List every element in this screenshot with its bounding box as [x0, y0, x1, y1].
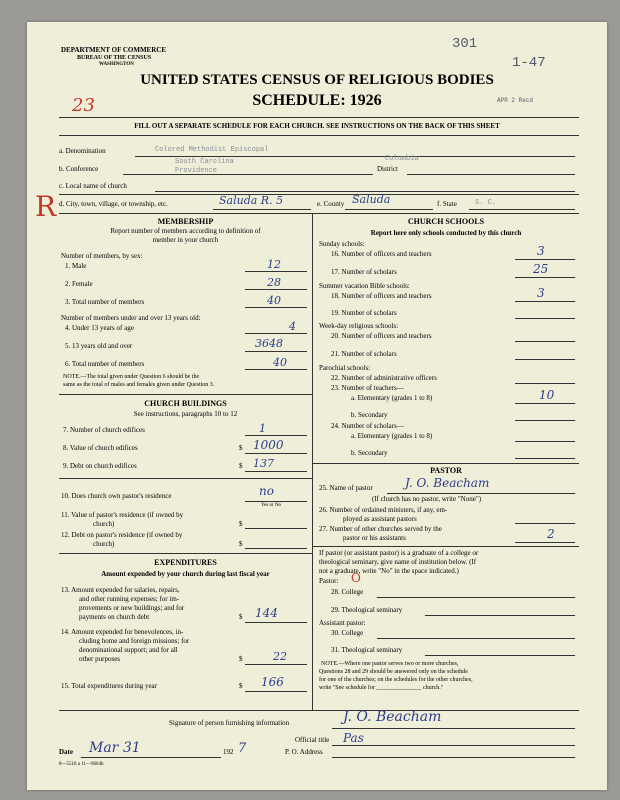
q28-label: 28. College — [331, 588, 364, 596]
signature-label: Signature of person furnishing information — [169, 719, 290, 727]
sunday-label: Sunday schools: — [319, 240, 365, 248]
q26-label: 26. Number of ordained ministers, if any, em- — [319, 506, 448, 514]
q6-value: 40 — [273, 356, 287, 369]
q13-field[interactable] — [245, 622, 307, 623]
q12-label: 12. Debt on pastor's residence (if owned by — [61, 531, 183, 539]
q31-field[interactable] — [425, 655, 575, 656]
q9-field[interactable] — [245, 471, 307, 472]
q6-field[interactable] — [245, 369, 307, 370]
q17-value: 25 — [533, 262, 549, 276]
q27-value: 2 — [547, 527, 555, 541]
q5-label: 5. 13 years old and over — [65, 342, 133, 350]
buildings-heading: CHURCH BUILDINGS — [144, 399, 227, 408]
county-label: e. County — [317, 200, 345, 208]
q14-dollar: $ — [239, 655, 243, 663]
expenditures-intro: Amount expended by your church during last fiscal year — [101, 570, 270, 578]
pastor-note-4: write "See schedule for _______________ church." — [319, 685, 444, 691]
q14-label: 14. Amount expended for benevolences, in- — [61, 628, 184, 636]
margin-mark: R — [35, 190, 57, 223]
official-title-label: Official title — [295, 736, 330, 744]
q14-label-3: denominational support; and for all — [79, 646, 178, 654]
q14-field[interactable] — [245, 664, 307, 665]
denomination-label: a. Denomination — [59, 147, 106, 155]
q7-value: 1 — [259, 422, 266, 435]
year-label: 192 — [223, 748, 234, 756]
official-title-value: Pas — [343, 731, 364, 745]
q16-field[interactable] — [515, 259, 575, 260]
q29-label: 29. Theological seminary — [331, 606, 403, 614]
q10-label: 10. Does church own pastor's residence — [61, 492, 172, 500]
q3-field[interactable] — [245, 307, 307, 308]
pastor-heading: PASTOR — [430, 466, 462, 475]
county-value: Saluda — [352, 193, 391, 206]
q26-label-2: ployed as assistant pastors — [343, 515, 417, 523]
county-field[interactable] — [345, 209, 433, 210]
q13-value: 144 — [255, 606, 278, 620]
city-field[interactable] — [213, 209, 311, 210]
q27-label: 27. Number of other churches served by the — [319, 525, 442, 533]
q28-field[interactable] — [377, 597, 575, 598]
membership-intro-1: Report number of members according to definition of — [110, 227, 261, 235]
date-received-stamp: APR 2 Recd — [497, 97, 534, 104]
q24-label: 24. Number of scholars— — [331, 422, 404, 430]
q11-dollar: $ — [239, 520, 243, 528]
q23-label: 23. Number of teachers— — [331, 384, 404, 392]
pastor-mark: O — [351, 571, 361, 585]
q15-field[interactable] — [245, 691, 307, 692]
q24b-label: b. Secondary — [351, 449, 388, 457]
form-subtitle: SCHEDULE: 1926 — [252, 92, 382, 109]
graduate-note-3: not a graduate, write "No" in the space indicated.) — [319, 567, 459, 575]
conference-field[interactable] — [123, 174, 373, 175]
q13-label-2: and other running expenses; for im- — [79, 595, 180, 603]
handwritten-number: 23 — [72, 95, 95, 116]
q24a-label: a. Elementary (grades 1 to 8) — [351, 432, 433, 440]
q1-field[interactable] — [245, 271, 307, 272]
q24a-field[interactable] — [515, 441, 575, 442]
state-field[interactable] — [469, 209, 575, 210]
graduate-note-2: theological seminary, give name of institution below. (If — [319, 558, 477, 566]
form-title: UNITED STATES CENSUS OF RELIGIOUS BODIES — [140, 72, 494, 88]
buildings-intro: See instructions, paragraphs 10 to 12 — [133, 410, 238, 418]
q4-label: 4. Under 13 years of age — [65, 324, 134, 332]
q15-label: 15. Total expenditures during year — [61, 682, 157, 690]
parochial-label: Parochial schools: — [319, 364, 371, 372]
vacation-label: Summer vacation Bible schools: — [319, 282, 410, 290]
q13-dollar: $ — [239, 613, 243, 621]
q27-field[interactable] — [515, 542, 575, 543]
q22-field[interactable] — [515, 383, 575, 384]
q4-field[interactable] — [245, 333, 307, 334]
q8-label: 8. Value of church edifices — [63, 444, 138, 452]
stamp-number: 301 — [452, 36, 478, 52]
q15-value: 166 — [261, 675, 284, 689]
district-field[interactable] — [407, 174, 575, 175]
date-field[interactable] — [81, 757, 221, 758]
q9-label: 9. Debt on church edifices — [63, 462, 137, 470]
q20-field[interactable] — [515, 341, 575, 342]
membership-intro-2: member in your church — [152, 236, 219, 244]
q16-label: 16. Number of officers and teachers — [331, 250, 432, 258]
q23b-label: b. Secondary — [351, 411, 388, 419]
q13-label-3: provements or new buildings; and for — [79, 604, 185, 612]
q8-dollar: $ — [239, 444, 243, 452]
q13-label-4: payments on church debt — [79, 613, 150, 621]
pastor-note-1: NOTE.—Where one pastor serves two or more churches, — [321, 661, 459, 667]
pastor-note-2: Questions 28 and 29 should be answered only on the schedule — [319, 669, 468, 675]
q15-dollar: $ — [239, 682, 243, 690]
po-address-field[interactable] — [332, 757, 575, 758]
q11-label-2: church) — [93, 520, 115, 528]
bureau-label: BUREAU OF THE CENSUS — [77, 55, 152, 61]
department-label: DEPARTMENT OF COMMERCE — [61, 46, 167, 54]
conference-value-2: Providence — [175, 167, 218, 175]
schools-heading: CHURCH SCHOOLS — [407, 217, 485, 226]
q25-note: (If church has no pastor, write "None") — [372, 495, 482, 503]
q8-value: 1000 — [253, 438, 284, 452]
city-town-label: d. City, town, village, or township, etc. — [59, 200, 168, 208]
q9-dollar: $ — [239, 462, 243, 470]
q16-value: 3 — [537, 244, 545, 258]
q2-value: 28 — [267, 276, 281, 289]
conference-value: South Carolina — [175, 158, 234, 166]
q3-label: 3. Total number of members — [65, 298, 145, 306]
q7-label: 7. Number of church edifices — [63, 426, 145, 434]
signature-value: J. O. Beacham — [343, 709, 442, 725]
q27-label-2: pastor or his assistants — [343, 534, 406, 542]
signature-field[interactable] — [332, 728, 575, 729]
q11-label: 11. Value of pastor's residence (if owned by — [61, 511, 184, 519]
q18-label: 18. Number of officers and teachers — [331, 292, 432, 300]
census-form — [27, 22, 607, 790]
q2-field[interactable] — [245, 289, 307, 290]
district-value: Columbia — [385, 155, 419, 163]
form-number: 8—5518 a 11—9664b — [59, 762, 104, 767]
pastor-name-value: J. O. Beacham — [405, 476, 490, 490]
file-number: 1-47 — [512, 55, 546, 71]
q5-value: 3648 — [255, 337, 283, 350]
q10-value: no — [259, 484, 274, 498]
expenditures-heading: EXPENDITURES — [154, 558, 217, 567]
pastor-note-3: for one of the churches; on the schedules for the other churches, — [319, 677, 473, 683]
q23a-label: a. Elementary (grades 1 to 8) — [351, 394, 433, 402]
instruction-line: FILL OUT A SEPARATE SCHEDULE FOR EACH CHURCH. SEE INSTRUCTIONS ON THE BACK OF THIS SHEET — [134, 122, 500, 130]
q14-value: 22 — [273, 650, 287, 663]
q30-field[interactable] — [377, 638, 575, 639]
q23b-field[interactable] — [515, 420, 575, 421]
q14-label-2: cluding home and foreign missions; for — [79, 637, 190, 645]
q1-value: 12 — [267, 258, 281, 271]
q6-label: 6. Total number of members — [65, 360, 145, 368]
q5-field[interactable] — [245, 351, 307, 352]
weekday-label: Week-day religious schools: — [319, 322, 399, 330]
local-name-field[interactable] — [155, 191, 575, 192]
date-label: Date — [59, 748, 73, 756]
conference-label: b. Conference — [59, 165, 99, 173]
graduate-note-1: If pastor (or assistant pastor) is a graduate of a college or — [319, 549, 479, 557]
q18-value: 3 — [537, 286, 545, 300]
city-value: Saluda R. 5 — [219, 194, 284, 207]
q8-field[interactable] — [245, 453, 307, 454]
q29-field[interactable] — [425, 615, 575, 616]
local-name-label: c. Local name of church — [59, 182, 127, 190]
q21-label: 21. Number of scholars — [331, 350, 397, 358]
q17-field[interactable] — [515, 277, 575, 278]
assistant-pastor-label: Assistant pastor: — [319, 619, 366, 627]
state-label: f. State — [437, 200, 457, 208]
q17-label: 17. Number of scholars — [331, 268, 397, 276]
district-label: District — [377, 165, 398, 173]
schools-intro: Report here only schools conducted by this church — [370, 229, 522, 237]
q7-field[interactable] — [245, 435, 307, 436]
state-value: S. C. — [475, 199, 497, 207]
q10-field[interactable] — [245, 501, 307, 502]
q25-label: 25. Name of pastor — [319, 484, 373, 492]
q30-label: 30. College — [331, 629, 364, 637]
q12-dollar: $ — [239, 540, 243, 548]
q31-label: 31. Theological seminary — [331, 646, 403, 654]
q24b-field[interactable] — [515, 458, 575, 459]
q13-label: 13. Amount expended for salaries, repairs, — [61, 586, 180, 594]
date-value: Mar 31 — [89, 740, 141, 756]
q4-value: 4 — [289, 320, 296, 333]
po-address-label: P. O. Address — [285, 748, 323, 756]
year-value: 7 — [238, 741, 247, 756]
q21-field[interactable] — [515, 359, 575, 360]
q1-label: 1. Male — [65, 262, 87, 270]
q12-field[interactable] — [245, 548, 307, 549]
denomination-value: Colored Methodist Episcopal — [155, 146, 269, 154]
q9-value: 137 — [253, 457, 274, 470]
official-title-field[interactable] — [332, 745, 575, 746]
denomination-field[interactable] — [135, 156, 575, 157]
q12-label-2: church) — [93, 540, 115, 548]
q14-label-4: other purposes — [79, 655, 121, 663]
q2-label: 2. Female — [65, 280, 93, 288]
q26-field[interactable] — [515, 523, 575, 524]
city-label: WASHINGTON — [99, 62, 134, 67]
pastor-label: Pastor: — [319, 577, 339, 585]
membership-note-1: NOTE.—The total given under Question 6 should be the — [63, 374, 200, 380]
membership-heading: MEMBERSHIP — [157, 217, 214, 226]
members-by-sex-label: Number of members, by sex: — [61, 252, 143, 260]
yes-no-hint: Yes or No — [261, 503, 282, 508]
q19-label: 19. Number of scholars — [331, 309, 397, 317]
q18-field[interactable] — [515, 301, 575, 302]
q23a-field[interactable] — [515, 403, 575, 404]
q22-label: 22. Number of administrative officers — [331, 374, 437, 382]
age-heading: Number of members under and over 13 years old: — [61, 314, 201, 322]
q20-label: 20. Number of officers and teachers — [331, 332, 432, 340]
membership-note-2: same as the total of males and females given under Question 3. — [63, 382, 215, 388]
q11-field[interactable] — [245, 528, 307, 529]
pastor-name-field[interactable] — [387, 493, 575, 494]
q23a-value: 10 — [539, 388, 555, 402]
q19-field[interactable] — [515, 318, 575, 319]
q3-value: 40 — [267, 294, 281, 307]
